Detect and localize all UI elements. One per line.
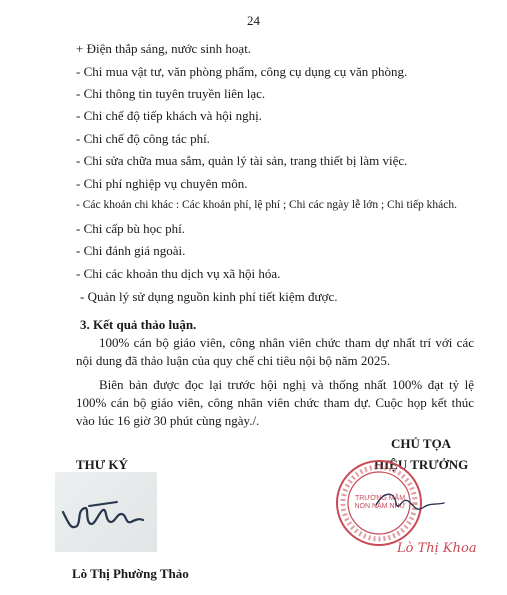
paragraph: Biên bản được đọc lại trước hội nghị và thống nhất 100% đạt tỷ lệ 100% cán bộ giáo viên, công nhân viên chức tham dự. Cuộc họp kết thúc vào lúc 16 giờ 30 phút cùng ngày./.: [76, 377, 474, 428]
secretary-title: THƯ KÝ: [76, 457, 128, 472]
secretary-name: Lò Thị Phường Thảo: [72, 566, 189, 581]
list-item: - Chi cấp bù học phí.: [76, 221, 186, 236]
list-item: - Quản lý sử dụng nguồn kinh phí tiết kiệm được.: [80, 289, 338, 304]
chair-title: CHỦ TỌA: [391, 436, 452, 451]
list-item: - Các khoản chi khác : Các khoản phí, lệ phí ; Chi các ngày lễ lớn ; Chi tiếp khách.: [76, 199, 458, 211]
list-item: + Điện thắp sáng, nước sinh hoạt.: [76, 41, 252, 56]
list-item: - Chi các khoản thu dịch vụ xã hội hóa.: [76, 266, 281, 281]
list-item: - Chi thông tin tuyên truyền liên lạc.: [76, 86, 266, 101]
section-heading: 3. Kết quả thảo luận.: [80, 317, 197, 332]
principal-title: HIỆU TRƯỞNG: [374, 457, 469, 472]
list-item: - Chi chế độ tiếp khách và hội nghị.: [76, 108, 262, 123]
principal-signature: [372, 483, 452, 528]
stamp-text: TRƯỜNG MẦM NON NẬM NHỪ: [354, 495, 406, 510]
secretary-signature: [55, 472, 157, 552]
list-item: - Chi mua vật tư, văn phòng phẩm, công cụ dụng cụ văn phòng.: [76, 64, 408, 79]
page-number: 24: [247, 13, 260, 28]
list-item: - Chi chế độ công tác phí.: [76, 131, 210, 146]
principal-handwritten-name: Lò Thị Khoa: [397, 541, 477, 556]
paragraph: 100% cán bộ giáo viên, công nhân viên chức tham dự nhất trí với các nội dung đã thảo luận của quy chế chi tiêu nội bộ năm 2025.: [76, 335, 474, 368]
list-item: - Chi phí nghiệp vụ chuyên môn.: [76, 176, 248, 191]
list-item: - Chi sửa chữa mua sắm, quản lý tài sản, trang thiết bị làm việc.: [76, 153, 408, 168]
list-item: - Chi đánh giá ngoài.: [76, 243, 186, 258]
